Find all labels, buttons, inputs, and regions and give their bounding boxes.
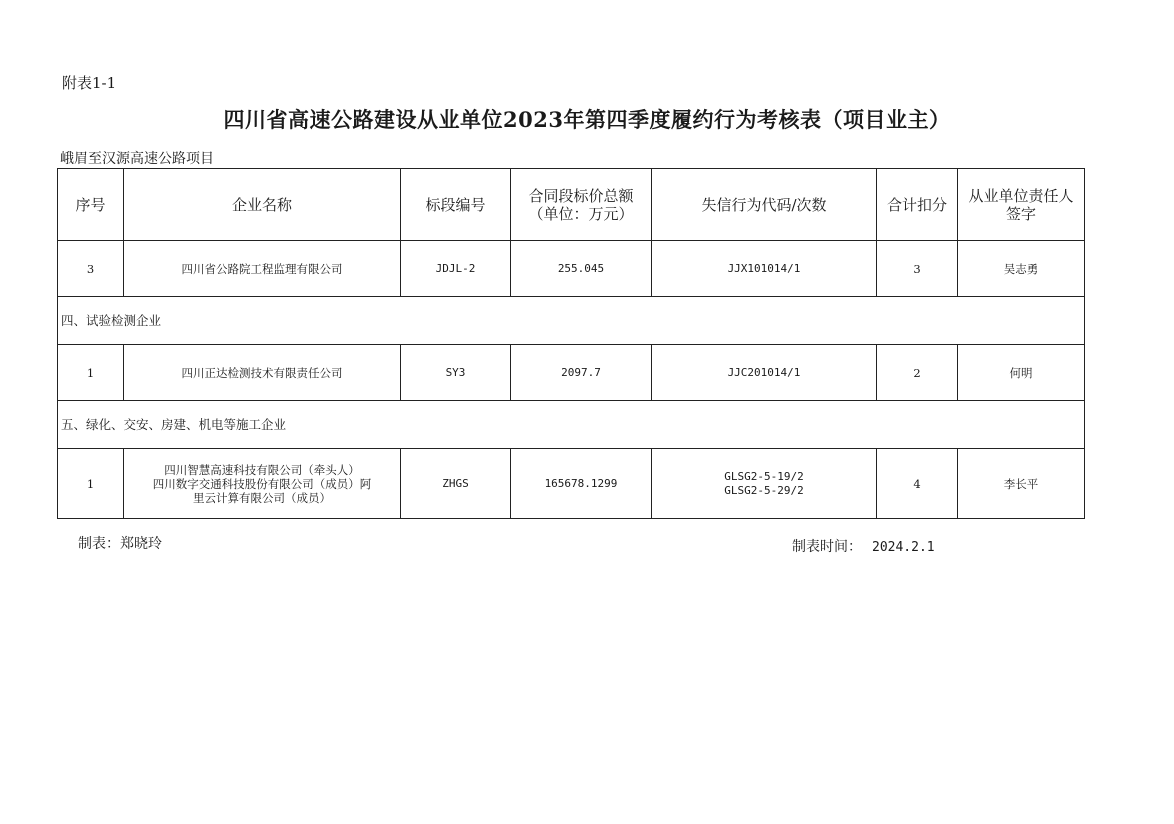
project-name: 峨眉至汉源高速公路项目 [60, 151, 214, 167]
header-seq: 序号 [58, 169, 124, 241]
cell-violation-line: GLSG2-5-19/2 [724, 469, 804, 483]
section-heading: 四、试验检测企业 [58, 297, 1085, 345]
cell-section-code: ZHGS [401, 449, 511, 519]
cell-signer: 何明 [958, 345, 1085, 401]
cell-company-line: 四川数字交通科技股份有限公司（成员）阿 [152, 476, 372, 491]
table-row [58, 241, 1085, 297]
table-row [58, 345, 1085, 401]
table-header-row [58, 169, 1085, 241]
cell-violation-line: GLSG2-5-29/2 [724, 483, 804, 497]
cell-signer: 吴志勇 [958, 241, 1085, 297]
section-heading: 五、绿化、交安、房建、机电等施工企业 [58, 401, 1085, 449]
annex-label: 附表1-1 [62, 74, 117, 92]
cell-company [124, 449, 401, 519]
made-time-value: 2024.2.1 [872, 540, 935, 555]
made-time-label: 制表时间： [792, 539, 862, 555]
cell-seq: 1 [58, 449, 124, 519]
cell-company: 四川省公路院工程监理有限公司 [124, 241, 401, 297]
cell-contract-price: 165678.1299 [511, 449, 652, 519]
table-made-time [792, 536, 935, 556]
header-section-code: 标段编号 [401, 169, 511, 241]
section-row-greening [58, 401, 1085, 449]
header-violation: 失信行为代码/次数 [652, 169, 877, 241]
cell-violation: JJC201014/1 [652, 345, 877, 401]
header-deduction: 合计扣分 [877, 169, 958, 241]
cell-violation [652, 449, 877, 519]
cell-deduction: 3 [877, 241, 958, 297]
cell-contract-price: 255.045 [511, 241, 652, 297]
cell-section-code: SY3 [401, 345, 511, 401]
document-title: 四川省高速公路建设从业单位2023年第四季度履约行为考核表（项目业主） [223, 107, 951, 132]
header-company: 企业名称 [124, 169, 401, 241]
header-signer [958, 169, 1085, 241]
cell-signer: 李长平 [958, 449, 1085, 519]
header-contract-price [511, 169, 652, 241]
table-maker: 制表：郑晓玲 [78, 536, 162, 552]
header-contract-price-line1: 合同段标价总额 [528, 186, 634, 205]
cell-company-line: 四川智慧高速科技有限公司（牵头人） [164, 462, 360, 477]
cell-violation: JJX101014/1 [652, 241, 877, 297]
section-row-testing [58, 297, 1085, 345]
cell-contract-price: 2097.7 [511, 345, 652, 401]
cell-company: 四川正达检测技术有限责任公司 [124, 345, 401, 401]
header-signer-line1: 从业单位责任人 [968, 186, 1074, 205]
header-signer-line2: 签字 [1005, 204, 1036, 223]
header-contract-price-line2: （单位：万元） [528, 204, 634, 223]
cell-seq: 1 [58, 345, 124, 401]
cell-deduction: 4 [877, 449, 958, 519]
cell-seq: 3 [58, 241, 124, 297]
cell-deduction: 2 [877, 345, 958, 401]
cell-section-code: JDJL-2 [401, 241, 511, 297]
assessment-table [57, 168, 1085, 519]
cell-company-line: 里云计算有限公司（成员） [193, 490, 331, 505]
table-row [58, 449, 1085, 519]
